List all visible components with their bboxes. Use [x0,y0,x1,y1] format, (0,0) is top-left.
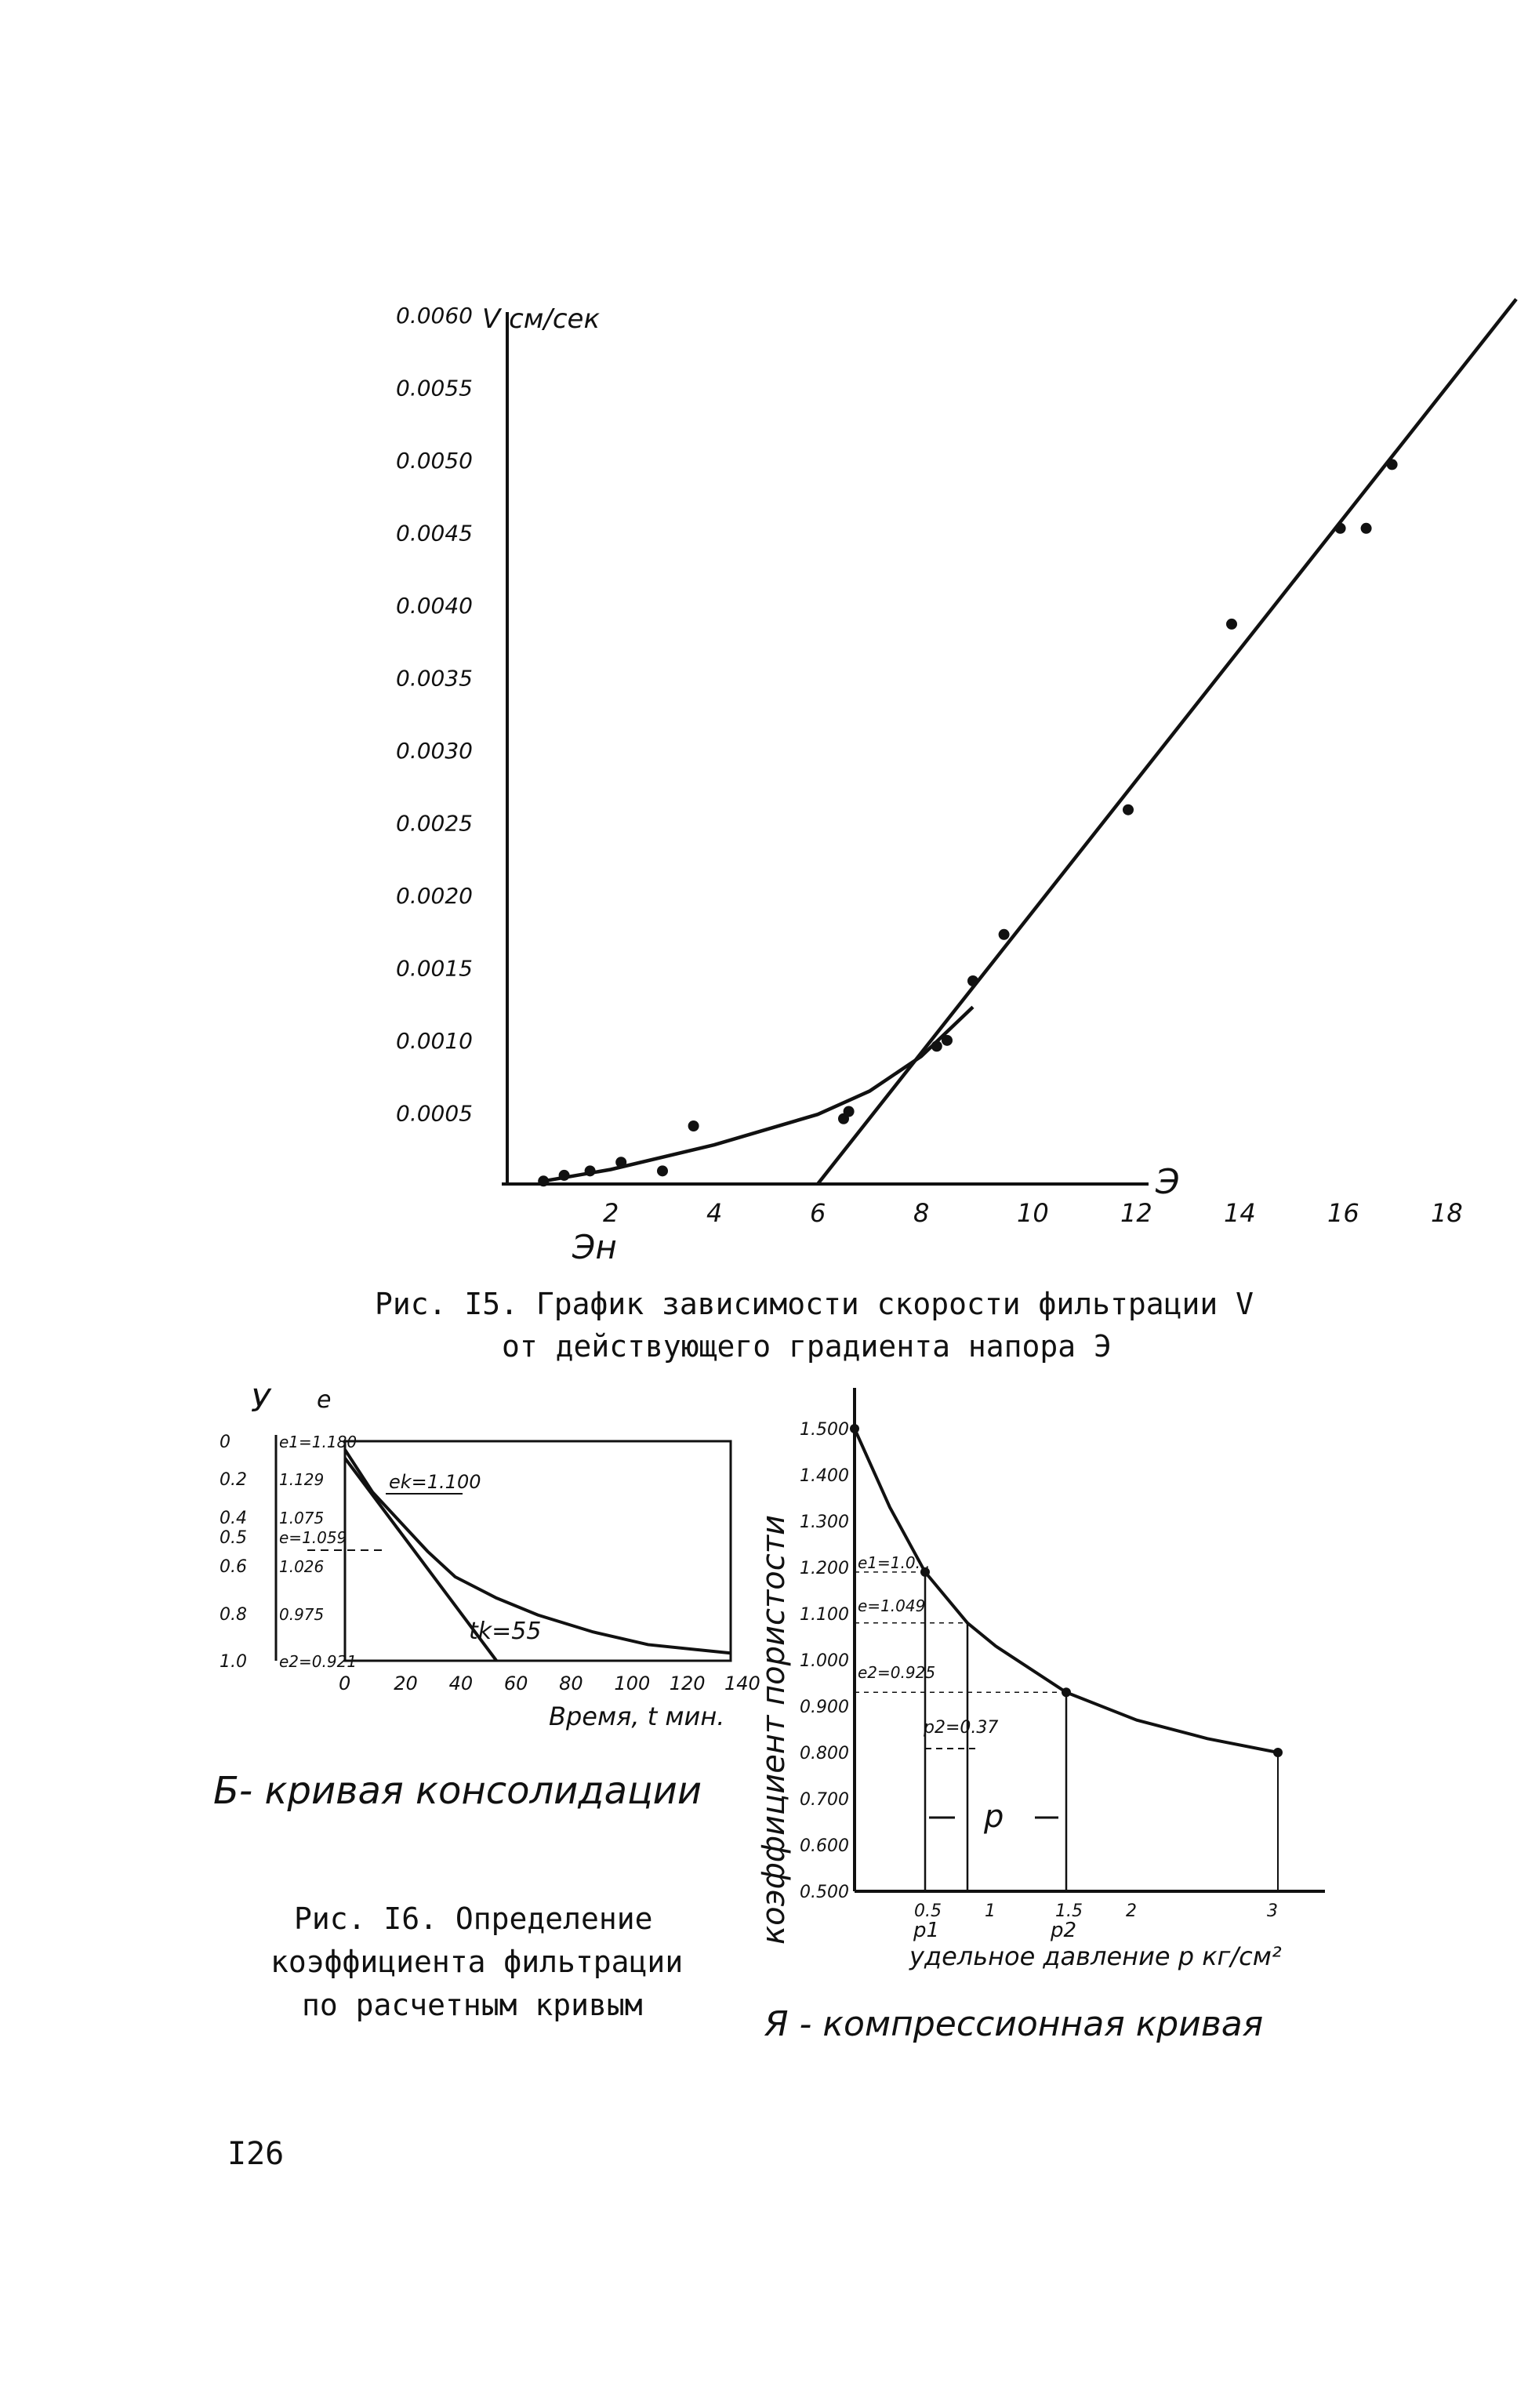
fig16b-x-tick-label: 60 [503,1673,528,1694]
fig16b-x-tick-label: 100 [614,1673,651,1694]
fig16b-u-tick-label: 1.0 [220,1652,247,1672]
fig16a-data-point [1062,1687,1071,1697]
fig15-y-axis-label: V см/сек [482,303,601,335]
fig16b-u-axis-label: У [251,1383,270,1419]
fig15-data-point [844,1106,855,1117]
fig15-y-tick-label: 0.0030 [396,738,473,764]
fig15-y-tick-label: 0.0045 [396,520,473,547]
fig16b-e-tick-label: е1=1.180 [279,1433,358,1451]
fig15-x-tick-label: 16 [1327,1198,1359,1228]
fig16a-x-tick-label: 1.5 [1055,1901,1083,1921]
fig16b-x-tick-label: 140 [724,1673,760,1694]
fig15-data-point [559,1170,570,1181]
fig16a-y-tick-label: 1.400 [800,1466,849,1486]
fig15-data-point [1123,804,1134,815]
fig15-data-point [615,1157,626,1168]
fig16b-x-tick-label: 40 [448,1673,474,1694]
fig16b-u-tick-label: 0.6 [220,1557,247,1577]
fig16a-y-tick-label: 1.300 [800,1513,849,1532]
fig15-y-tick-label: 0.0005 [396,1100,473,1127]
fig16a-e-annotation: е=1.049 [858,1596,926,1615]
fig16b-ek-annotation: еk=1.100 [389,1471,481,1493]
fig16a-p-label: p [984,1799,1004,1835]
fig16b-e-tick-label: 1.026 [279,1557,325,1576]
fig15-data-point [1226,619,1237,630]
fig16a-y-tick-label: 0.700 [800,1790,849,1810]
fig15-y-tick-label: 0.0060 [396,303,473,329]
fig16a-y-tick-label: 0.600 [800,1836,849,1856]
fig16a-x-tick-label: 3 [1267,1901,1278,1921]
fig16b-u-tick-label: 0.5 [220,1528,247,1548]
fig16b-chart [220,1383,760,1731]
fig15-x-tick-label: 10 [1017,1198,1049,1228]
fig16a-chart [756,1388,1325,1971]
fig16b-u-tick-label: 0.8 [220,1605,247,1625]
fig16a-y-tick-label: 1.200 [800,1559,849,1578]
fig16a-dp-annotation: p2=0.37 [924,1718,999,1738]
fig15-data-point [942,1035,953,1046]
fig16a-y-tick-label: 1.000 [800,1651,849,1671]
fig15-y-tick-label: 0.0010 [396,1028,473,1054]
fig15-x-tick-label: 6 [810,1198,826,1228]
fig16a-e1-annotation: е1=1.0... [858,1553,931,1572]
fig16b-x-axis-label: Время, t мин. [549,1702,725,1731]
fig16b-x-tick-label: 20 [394,1673,418,1694]
fig15-x-tick-label: 18 [1431,1198,1463,1228]
fig15-data-point [999,929,1010,940]
fig15-data-point [657,1165,668,1176]
fig15-x-tick-label: 4 [706,1198,723,1228]
fig16a-p1-label: p1 [913,1919,940,1942]
fig16b-u-tick-label: 0.4 [220,1509,247,1528]
fig16a-x-tick-label: 2 [1126,1901,1137,1921]
fig15-data-point [1361,523,1372,534]
fig15-caption-line2: от действующего градиента напора Э [502,1329,1112,1364]
fig15-data-point [1335,523,1346,534]
fig16a-p2-label: p2 [1051,1919,1077,1942]
fig16a-data-point [1273,1748,1283,1757]
fig15-data-point [688,1120,699,1131]
fig16b-e-axis-label: е [317,1386,332,1414]
fig16a-e2-annotation: е2=0.925 [858,1663,936,1682]
fig16a-y-tick-label: 1.100 [800,1605,849,1625]
fig16b-tk-annotation: tk=55 [469,1618,542,1645]
page-number: I26 [227,2136,285,2172]
fig16b-u-tick-label: 0 [220,1433,230,1452]
fig16b-x-tick-label: 0 [339,1673,351,1694]
fig16-caption-line3: по расчетным кривым [302,1988,643,2022]
fig16b-u-tick-label: 0.2 [220,1470,247,1490]
fig16b-e-tick-label: 0.975 [279,1605,325,1624]
fig16b-title: Б- кривая консолидации [213,1769,702,1813]
fig16a-x-tick-label: 1 [985,1901,996,1921]
fig15-y-tick-label: 0.0050 [396,448,473,474]
fig15-x-axis-label: Э [1156,1162,1180,1202]
fig15-y-tick-label: 0.0020 [396,883,473,909]
fig15-data-point [931,1041,942,1051]
fig16a-y-tick-label: 1.500 [800,1420,849,1440]
fig16a-y-tick-label: 0.800 [800,1744,849,1763]
fig15-x-marker-label: Эн [572,1228,617,1266]
fig16b-e-tick-label: 1.129 [279,1470,325,1489]
fig15-x-tick-label: 8 [913,1198,930,1228]
fig15-x-tick-label: 14 [1224,1198,1256,1228]
fig15-data-point [967,975,978,986]
fig16a-x-tick-label: 0.5 [914,1901,942,1921]
fig16b-x-tick-label: 120 [669,1673,706,1694]
fig15-fit-curve [543,1007,973,1181]
fig16a-y-axis-label: коэффициент пористости [756,1514,792,1945]
fig16-caption-line2: коэффициента фильтрации [270,1945,684,1979]
fig16a-data-point [850,1424,859,1433]
fig16b-x-tick-label: 80 [559,1673,583,1694]
fig16b-e-tick-label: е=1.059 [279,1528,347,1547]
fig15-y-tick-label: 0.0025 [396,810,473,837]
fig15-y-tick-label: 0.0015 [396,955,473,982]
fig15-fit-line [818,300,1516,1185]
fig16a-title: Я - компрессионная кривая [764,2004,1264,2044]
fig15-x-tick-label: 12 [1120,1198,1152,1228]
fig15-y-tick-label: 0.0040 [396,593,473,619]
fig15-y-tick-label: 0.0035 [396,665,473,692]
fig15-chart [396,300,1516,1267]
fig15-x-tick-label: 2 [603,1198,619,1228]
fig15-y-tick-label: 0.0055 [396,375,473,401]
fig16a-y-tick-label: 0.900 [800,1698,849,1717]
fig16b-e-tick-label: е2=0.921 [279,1652,358,1671]
fig15-data-point [538,1175,549,1186]
fig16-caption-line1: Рис. I6. Определение [294,1901,653,1936]
fig16a-x-axis-label: удельное давление p кг/см² [909,1941,1282,1971]
fig15-data-point [585,1165,596,1176]
fig15-caption-line1: Рис. I5. График зависимости скорости фильтрации V [375,1287,1254,1321]
fig16a-y-tick-label: 0.500 [800,1883,849,1902]
fig15-data-point [1387,459,1398,470]
fig16b-e-tick-label: 1.075 [279,1509,325,1527]
